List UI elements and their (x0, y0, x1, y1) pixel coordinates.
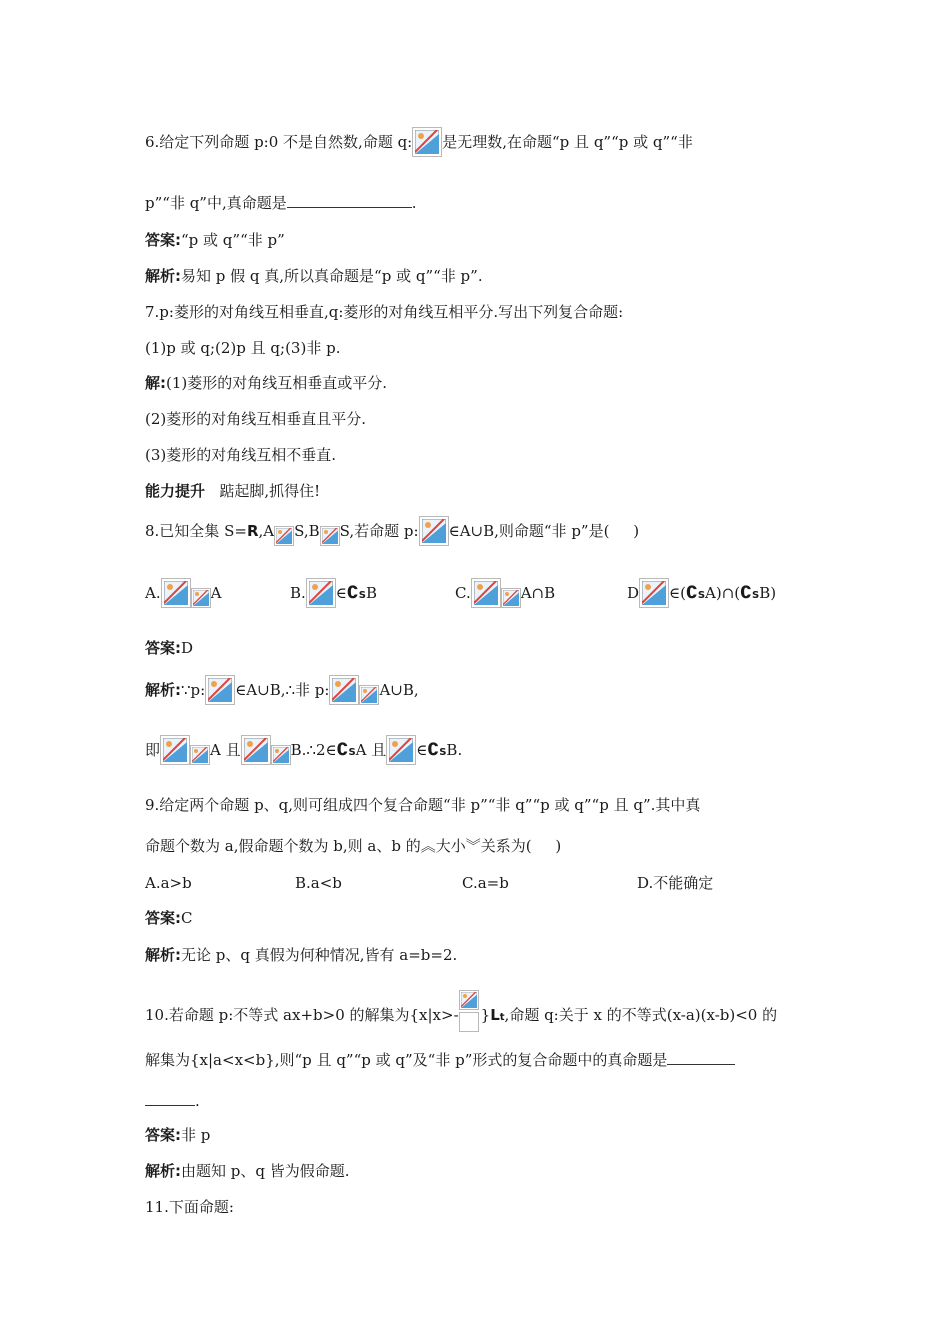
formula-image-icon (329, 675, 359, 705)
q8-analysis-1: 解析:∵p: ∈A∪B,∴非 p: A∪B, (145, 675, 419, 705)
q8-option-a: A. A (145, 578, 221, 608)
formula-image-icon (160, 735, 190, 765)
subset-image-icon (274, 526, 294, 546)
section-title: 能力提升 (145, 482, 206, 500)
q9-option-c: C.a=b (462, 874, 509, 892)
q10-analysis: 解析:由题知 p、q 皆为假命题. (145, 1162, 350, 1180)
formula-image-icon (241, 735, 271, 765)
fraction-image-icon (459, 990, 481, 1034)
q6-line2: p”“非 q”中,真命题是 . (145, 194, 417, 212)
q9-analysis: 解析:无论 p、q 真假为何种情况,皆有 a=b=2. (145, 946, 458, 964)
formula-image-icon (639, 578, 669, 608)
q10-line1: 10.若命题 p:不等式 ax+b>0 的解集为{x|x>- }Lt,命题 q:关于 x 的不等式(x-a)(x-b)<0 的 (145, 990, 777, 1034)
not-in-image-icon (271, 745, 291, 765)
q10-line2: 解集为{x|a<x<b},则“p 且 q”“p 或 q”及“非 p”形式的复合命题中的真命题是 (145, 1049, 735, 1071)
q9-line1: 9.给定两个命题 p、q,则可组成四个复合命题“非 p”“非 q”“p 或 q”“p 且 q”.其中真 (145, 796, 701, 814)
q11-stem: 11.下面命题: (145, 1198, 234, 1216)
formula-image-icon (386, 735, 416, 765)
q8-answer: 答案:D (145, 639, 194, 657)
formula-image-icon (471, 578, 501, 608)
q8-option-b: B. ∈∁SB (290, 578, 377, 608)
formula-image-icon (161, 578, 191, 608)
q10-line3: . (145, 1090, 200, 1112)
q9-option-b: B.a<b (295, 874, 342, 892)
q7-stem: 7.p:菱形的对角线互相垂直,q:菱形的对角线互相平分.写出下列复合命题: (145, 303, 624, 321)
not-in-image-icon (501, 588, 521, 608)
answer-blank (667, 1050, 735, 1065)
not-in-image-icon (190, 745, 210, 765)
q6-analysis: 解析:易知 p 假 q 真,所以真命题是“p 或 q”“非 p”. (145, 267, 483, 285)
q9-answer: 答案:C (145, 909, 193, 927)
q8-analysis-2: 即 A 且 B.∴2∈∁SA 且 ∈∁SB. (145, 735, 462, 765)
formula-image-icon (205, 675, 235, 705)
formula-image-icon (412, 127, 442, 157)
q7-solution-2: (2)菱形的对角线互相垂直且平分. (145, 410, 367, 428)
subset-image-icon (320, 526, 340, 546)
not-subset-image-icon (191, 588, 211, 608)
not-in-image-icon (359, 685, 379, 705)
formula-image-icon (306, 578, 336, 608)
answer-blank (145, 1091, 195, 1106)
q9-option-a: A.a>b (145, 874, 192, 892)
q9-option-d: D.不能确定 (637, 874, 714, 892)
q8-stem: 8.已知全集 S=R,A S,B S,若命题 p: ∈A∪B,则命题“非 p”是( ) (145, 516, 639, 546)
q6-answer: 答案:“p 或 q”“非 p” (145, 231, 285, 249)
formula-image-icon (419, 516, 449, 546)
section-slogan: 踮起脚,抓得住! (219, 482, 321, 500)
q8-option-d: D ∈(∁SA)∩(∁SB) (627, 578, 776, 608)
q6-line1: 6.给定下列命题 p:0 不是自然数,命题 q: 是无理数,在命题“p 且 q”“p 或 q”“非 (145, 127, 693, 157)
q7-solution-1: 解:(1)菱形的对角线互相垂直或平分. (145, 374, 388, 392)
section-heading (145, 480, 320, 502)
q9-line2: 命题个数为 a,假命题个数为 b,则 a、b 的︽大小︾关系为( ) (145, 837, 562, 855)
answer-blank (287, 193, 412, 208)
q8-option-c: C. A∩B (455, 578, 555, 608)
q10-answer: 答案:非 p (145, 1126, 211, 1144)
q7-items: (1)p 或 q;(2)p 且 q;(3)非 p. (145, 339, 341, 357)
q7-solution-3: (3)菱形的对角线互相不垂直. (145, 446, 337, 464)
